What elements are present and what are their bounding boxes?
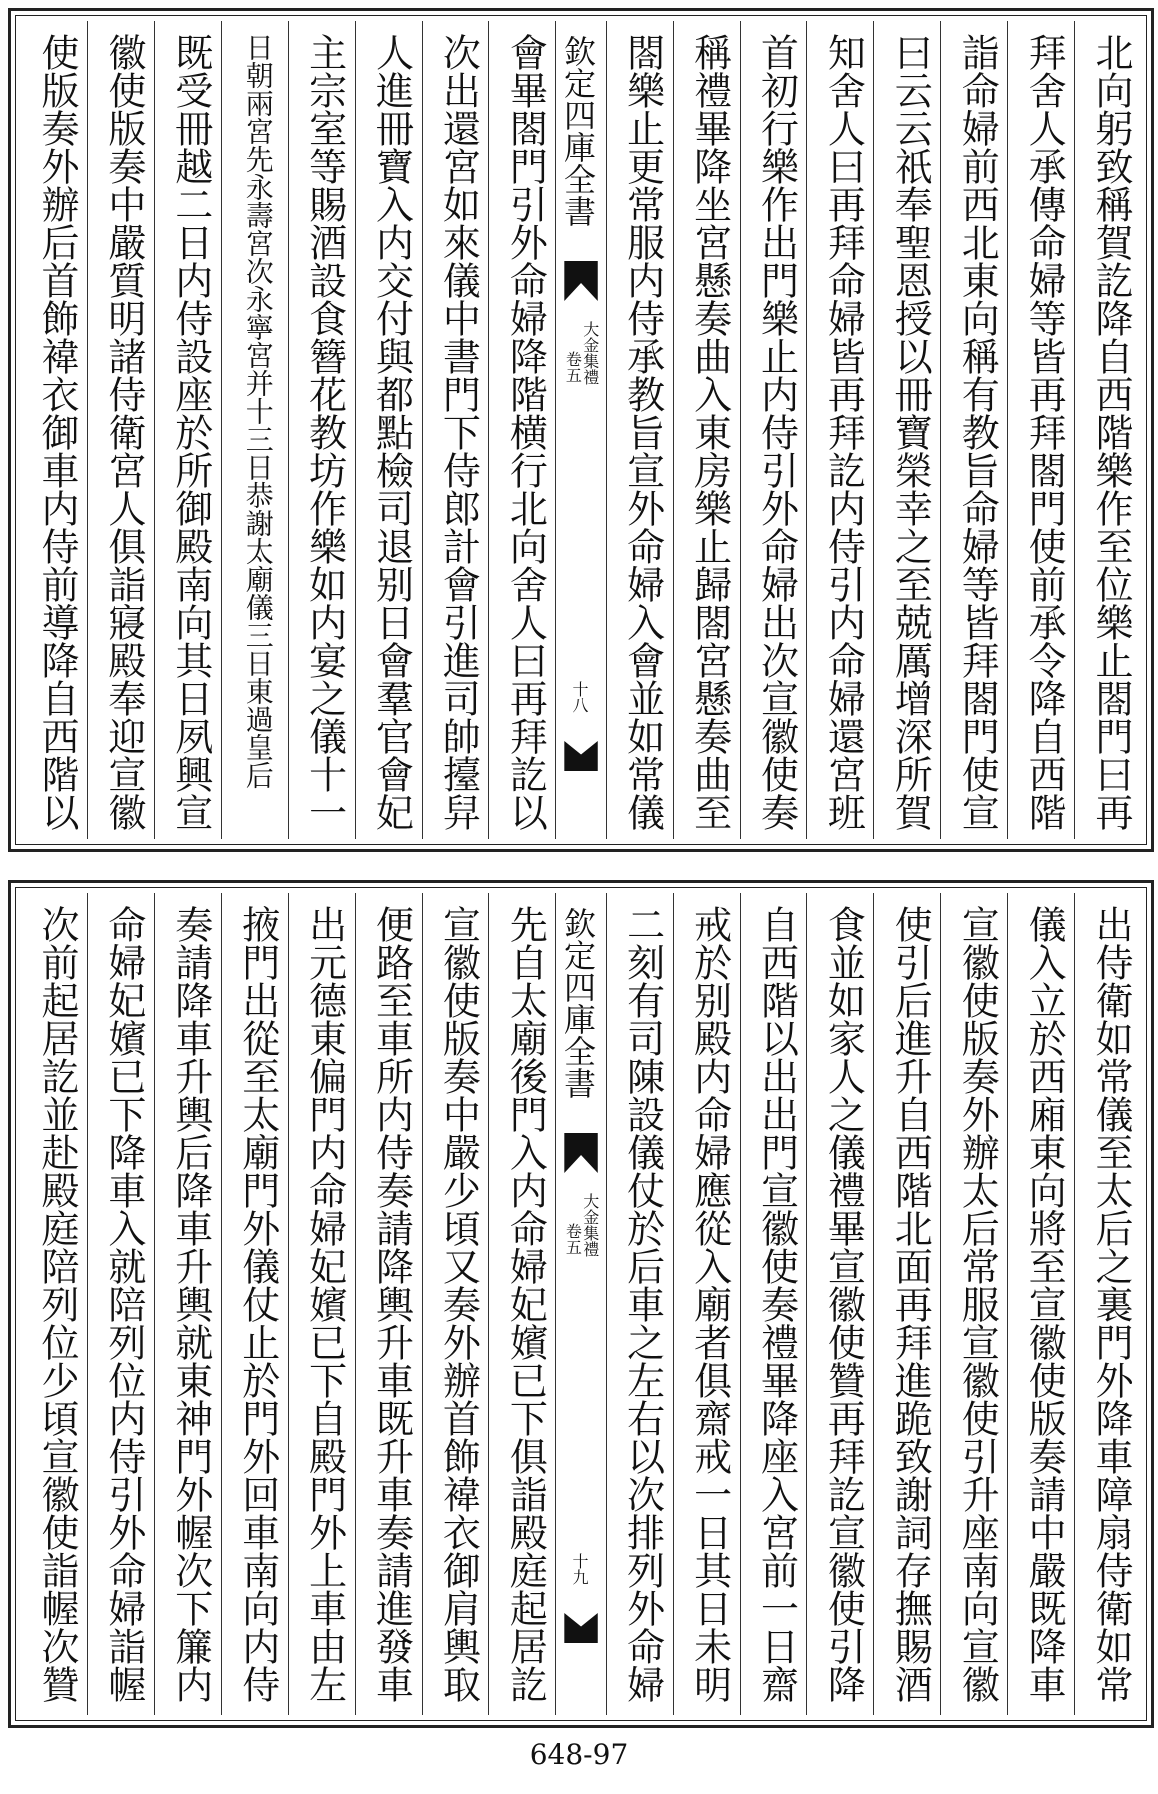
column-text: 日朝兩宮先永壽宮次永寧宮并十三日恭謝太廟儀三日東過皇后 <box>241 33 275 789</box>
column-text: 主宗室等賜酒設食簪花教坊作樂如内宴之儀十一 <box>302 33 347 831</box>
column-text: 掖門出從至太廟門外儀仗止於門外回車南向内侍 <box>235 905 280 1703</box>
text-column <box>422 893 489 1715</box>
column-text: 拜舍人承傳命婦等皆再拜閤門使前承令降自西階 <box>1022 33 1067 831</box>
text-column <box>154 893 221 1715</box>
bottom-page <box>8 880 1154 1728</box>
column-text: 會畢閤門引外命婦降階横行北向舍人曰再拜訖以 <box>503 33 548 831</box>
text-column <box>87 21 154 839</box>
fish-tail-mark-icon <box>564 1613 597 1643</box>
volume-label: 卷五 <box>563 1223 583 1255</box>
text-column <box>873 893 940 1715</box>
text-column <box>488 893 555 1715</box>
top-columns <box>21 21 1141 839</box>
text-column <box>806 21 873 839</box>
text-column <box>740 893 807 1715</box>
column-text: 食並如家人之儀禮畢宣徽使贊再拜訖宣徽使引降 <box>821 905 866 1703</box>
column-text: 出元德東偏門内命婦妃嬪已下自殿門外上車由左 <box>302 905 347 1703</box>
text-column <box>355 21 422 839</box>
text-column <box>873 21 940 839</box>
text-column <box>806 893 873 1715</box>
column-text: 閤樂止更常服内侍承教旨宣外命婦入會並如常儀 <box>620 33 665 831</box>
text-column <box>488 21 555 839</box>
text-column <box>21 893 87 1715</box>
book-title: 欽定四庫全書 <box>559 907 598 1099</box>
column-text: 既受冊越二日内侍設座於所御殿南向其日夙興宣 <box>168 33 213 831</box>
column-text: 戒於别殿内命婦應從入廟者俱齋戒一日其日未明 <box>687 905 732 1703</box>
column-text: 二刻有司陳設儀仗於后車之左右以次排列外命婦 <box>620 905 665 1703</box>
text-column <box>673 21 740 839</box>
center-fold <box>555 893 605 1715</box>
fish-tail-mark-icon <box>564 261 597 301</box>
text-column <box>154 21 221 839</box>
text-column <box>606 21 673 839</box>
text-column <box>606 893 673 1715</box>
column-text: 宣徽使版奏中嚴少頃又奏外辦首飾褘衣御肩輿取 <box>436 905 481 1703</box>
column-text: 使版奏外辦后首飾褘衣御車内侍前導降自西階以 <box>34 33 79 831</box>
text-column <box>1007 21 1074 839</box>
text-column <box>355 893 422 1715</box>
column-text: 宣徽使版奏外辦太后常服宣徽使引升座南向宣徽 <box>955 905 1000 1703</box>
text-column <box>87 893 154 1715</box>
fish-tail-mark-icon <box>564 1133 597 1173</box>
column-text: 人進冊寶入内交付與都點檢司退别日會羣官會妃 <box>369 33 414 831</box>
column-text: 知舍人曰再拜命婦皆再拜訖内侍引内命婦還宮班 <box>821 33 866 831</box>
text-column <box>21 21 87 839</box>
bottom-columns <box>21 893 1141 1715</box>
column-text: 徽使版奏中嚴質明諸侍衛宮人俱詣寢殿奉迎宣徽 <box>101 33 146 831</box>
work-title: 大金集禮 <box>580 321 600 385</box>
column-text: 詣命婦前西北東向稱有教旨命婦等皆拜閤門使宣 <box>955 33 1000 831</box>
page-number: 十九 <box>570 1553 590 1585</box>
column-text: 出侍衛如常儀至太后之裏門外降車障扇侍衛如常 <box>1089 905 1133 1703</box>
text-column <box>288 21 355 839</box>
text-column <box>673 893 740 1715</box>
fish-tail-mark-icon <box>564 741 597 771</box>
book-title: 欽定四庫全書 <box>559 35 598 227</box>
column-text: 稱禮畢降坐宮懸奏曲入東房樂止歸閤宮懸奏曲至 <box>687 33 732 831</box>
work-title: 大金集禮 <box>580 1193 600 1257</box>
column-text: 首初行樂作出門樂止内侍引外命婦出次宣徽使奏 <box>754 33 799 831</box>
column-text: 奏請降車升輿后降車升輿就東神門外幄次下簾内 <box>168 905 213 1703</box>
text-column <box>940 893 1007 1715</box>
column-text: 自西階以出出門宣徽使奏禮畢降座入宮前一日齋 <box>754 905 799 1703</box>
column-text: 次出還宮如來儀中書門下侍郎計會引進司帥擡舁 <box>436 33 481 831</box>
column-text: 命婦妃嬪已下降車入就陪列位内侍引外命婦詣幄 <box>101 905 146 1703</box>
text-column <box>740 21 807 839</box>
text-column <box>940 21 1007 839</box>
text-column <box>1074 21 1141 839</box>
column-text: 曰云云祇奉聖恩授以冊寶榮幸之至兢厲增深所賀 <box>888 33 933 831</box>
column-text: 北向躬致稱賀訖降自西階樂作至位樂止閤門曰再 <box>1089 33 1133 831</box>
column-text: 次前起居訖並赴殿庭陪列位少頃宣徽使詣幄次贊 <box>34 905 79 1703</box>
text-column <box>221 21 288 839</box>
text-column <box>1007 893 1074 1715</box>
column-text: 使引后進升自西階北面再拜進跪致謝詞存撫賜酒 <box>888 905 933 1703</box>
text-column <box>1074 893 1141 1715</box>
column-text: 先自太廟後門入内命婦妃嬪已下俱詣殿庭起居訖 <box>503 905 548 1703</box>
column-text: 儀入立於西廂東向將至宣徽使版奏請中嚴既降車 <box>1022 905 1067 1703</box>
text-column <box>422 21 489 839</box>
page-number: 十八 <box>570 681 590 713</box>
column-text: 便路至車所内侍奏請降輿升車既升車奏請進發車 <box>369 905 414 1703</box>
text-column <box>288 893 355 1715</box>
center-fold <box>555 21 605 839</box>
top-page <box>8 8 1154 852</box>
text-column <box>221 893 288 1715</box>
volume-label: 卷五 <box>563 351 583 383</box>
page-reference: 648-97 <box>529 1738 629 1771</box>
